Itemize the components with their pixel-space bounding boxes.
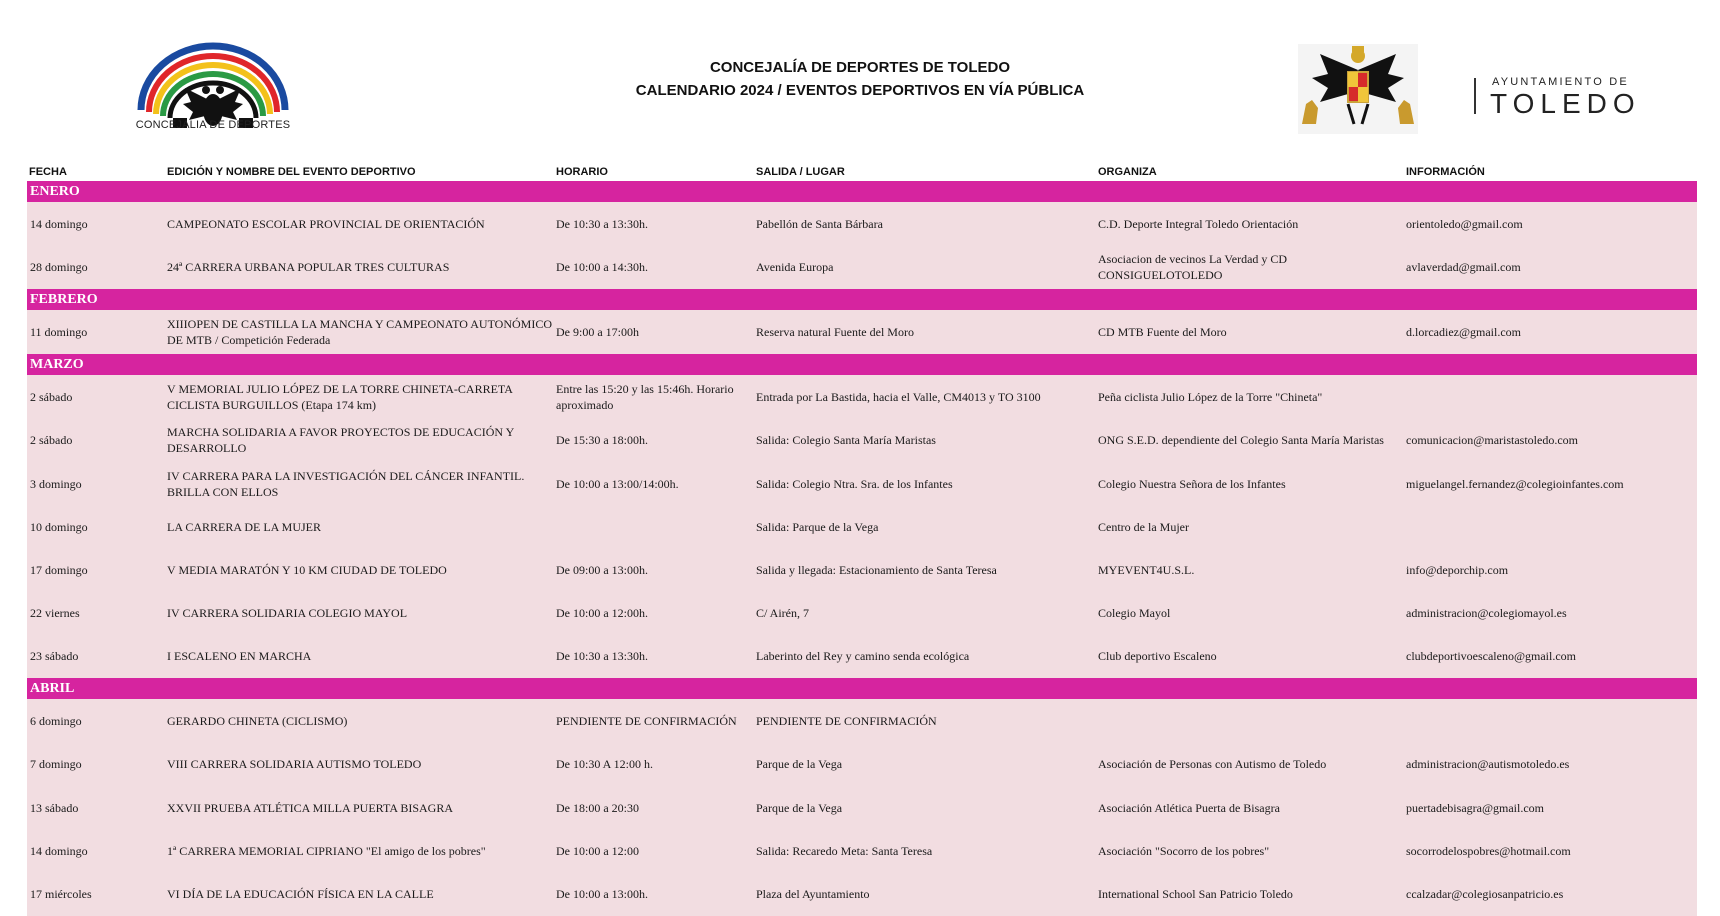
table-body [27,181,1697,916]
cell-info[interactable]: orientoledo@gmail.com [1406,216,1523,231]
cell-info[interactable]: avlaverdad@gmail.com [1406,260,1521,274]
month-header: ENERO [27,181,1697,202]
cell-evento: 24ª CARRERA URBANA POPULAR TRES CULTURAS [167,260,450,274]
cell-evento: I ESCALENO EN MARCHA [167,649,312,663]
col-salida: SALIDA / LUGAR [756,166,845,178]
toledo-wordmark: TOLEDO [1490,88,1641,119]
cell-horario: De 10:30 A 12:00 h. [556,757,654,771]
table-row [27,634,1697,678]
cell-fecha: 17 miércoles [30,887,92,901]
cell-evento: CAMPEONATO ESCOLAR PROVINCIAL DE ORIENTACIÓN [167,216,485,231]
col-horario: HORARIO [556,166,608,178]
cell-info[interactable]: administracion@colegiomayol.es [1406,605,1567,620]
table-row [27,872,1697,916]
col-organiza: ORGANIZA [1098,166,1157,178]
col-fecha: FECHA [29,166,67,178]
cell-fecha: 22 viernes [30,605,80,620]
table-row [27,310,1697,354]
cell-info[interactable]: socorrodelospobres@hotmail.com [1406,843,1571,858]
cell-organiza: Peña ciclista Julio López de la Torre "Chineta" [1098,389,1323,404]
cell-horario: De 9:00 a 17:00h [556,325,639,339]
cell-evento: IV CARRERA SOLIDARIA COLEGIO MAYOL [167,605,408,620]
cell-horario: De 10:00 a 13:00/14:00h. [556,476,679,491]
cell-evento: V MEMORIAL JULIO LÓPEZ DE LA TORRE CHINETA-CARRETA CICLISTA BURGUILLOS (Etapa 174 km) [167,381,513,412]
cell-info[interactable]: comunicacion@maristastoledo.com [1406,433,1579,447]
cell-salida: Entrada por La Bastida, hacia el Valle, CM4013 y TO 3100 [756,389,1041,404]
cell-salida: PENDIENTE DE CONFIRMACIÓN [756,713,937,728]
cell-salida: C/ Airén, 7 [756,605,809,620]
cell-salida: Parque de la Vega [756,757,843,771]
page-title: CONCEJALÍA DE DEPORTES DE TOLEDO [709,59,1011,76]
cell-fecha: 2 sábado [30,389,73,404]
table-row [27,699,1697,742]
page-subtitle: CALENDARIO 2024 / EVENTOS DEPORTIVOS EN VÍA PÚBLICA [635,82,1085,99]
cell-horario: Entre las 15:20 y las 15:46h. Horario aproximado [556,381,734,412]
cell-salida: Salida: Parque de la Vega [756,519,879,534]
col-informacion: INFORMACIÓN [1406,166,1485,178]
table-row [27,786,1697,829]
cell-fecha: 13 sábado [30,800,79,815]
cell-horario: De 10:30 a 13:30h. [556,216,648,231]
logo-caption: CONCEJALIA DE DEPORTES [135,119,291,131]
cell-organiza: Asociación "Socorro de los pobres" [1098,843,1270,858]
cell-info[interactable]: puertadebisagra@gmail.com [1406,800,1544,815]
ayuntamiento-label: AYUNTAMIENTO DE [1492,76,1629,88]
cell-info[interactable]: d.lorcadiez@gmail.com [1406,325,1522,339]
cell-fecha: 11 domingo [30,325,88,339]
cell-salida: Salida: Colegio Santa María Maristas [756,433,936,447]
column-headers [27,163,1697,181]
cell-horario: De 10:30 a 13:30h. [556,649,648,663]
table-row [27,418,1697,462]
cell-horario: De 18:00 a 20:30 [556,800,639,815]
cell-fecha: 28 domingo [30,260,88,274]
cell-fecha: 23 sábado [30,649,79,663]
cell-fecha: 14 domingo [30,843,88,858]
cell-horario: De 10:00 a 12:00 [556,843,639,858]
cell-salida: Plaza del Ayuntamiento [756,887,870,901]
cell-evento: IV CARRERA PARA LA INVESTIGACIÓN DEL CÁNCER INFANTIL. BRILLA CON ELLOS [167,468,525,499]
cell-fecha: 6 domingo [30,713,82,728]
cell-evento: MARCHA SOLIDARIA A FAVOR PROYECTOS DE EDUCACIÓN Y DESARROLLO [167,425,514,455]
page-header [0,0,1720,150]
cell-organiza: Asociación de Personas con Autismo de Toledo [1098,757,1327,771]
cell-salida: Salida: Colegio Ntra. Sra. de los Infantes [756,476,953,491]
month-header: FEBRERO [27,289,1697,310]
cell-evento: XXVII PRUEBA ATLÉTICA MILLA PUERTA BISAGRA [167,800,454,815]
table-row [27,462,1697,505]
cell-horario: De 15:30 a 18:00h. [556,433,648,447]
cell-evento: XIIIOPEN DE CASTILLA LA MANCHA Y CAMPEONATO AUTONÓMICO DE MTB / Competición Federada [167,317,553,347]
cell-fecha: 17 domingo [30,562,88,577]
cell-evento: GERARDO CHINETA (CICLISMO) [167,713,348,728]
cell-evento: 1ª CARRERA MEMORIAL CIPRIANO "El amigo de los pobres" [167,843,486,858]
cell-info[interactable]: clubdeportivoescaleno@gmail.com [1406,649,1576,663]
toledo-coat-of-arms-icon [1298,44,1418,134]
table-row [27,505,1697,548]
cell-horario: De 10:00 a 12:00h. [556,605,648,620]
cell-organiza: C.D. Deporte Integral Toledo Orientación [1098,216,1299,231]
events-table [27,163,1697,916]
cell-organiza: CD MTB Fuente del Moro [1098,325,1227,339]
cell-organiza: ONG S.E.D. dependiente del Colegio Santa María Maristas [1098,433,1384,447]
cell-info[interactable]: info@deporchip.com [1406,562,1509,577]
table-row [27,202,1697,245]
cell-salida: Pabellón de Santa Bárbara [756,216,883,231]
cell-info[interactable]: ccalzadar@colegiosanpatricio.es [1406,887,1564,901]
cell-horario: De 10:00 a 13:00h. [556,887,648,901]
cell-organiza: MYEVENT4U.S.L. [1098,562,1195,577]
cell-info[interactable]: administracion@autismotoledo.es [1406,757,1570,771]
cell-info[interactable]: miguelangel.fernandez@colegioinfantes.com [1406,476,1624,491]
cell-organiza: Asociación Atlética Puerta de Bisagra [1098,800,1280,815]
table-row [27,548,1697,591]
cell-horario: De 10:00 a 14:30h. [556,260,648,274]
cell-organiza: Centro de la Mujer [1098,519,1189,534]
cell-salida: Parque de la Vega [756,800,843,815]
cell-fecha: 7 domingo [30,757,82,771]
cell-fecha: 14 domingo [30,216,88,231]
table-row [27,829,1697,872]
cell-salida: Reserva natural Fuente del Moro [756,325,914,339]
month-header: ABRIL [27,678,1697,699]
month-header: MARZO [27,354,1697,375]
table-row [27,742,1697,786]
cell-organiza: Colegio Mayol [1098,605,1171,620]
cell-fecha: 3 domingo [30,476,82,491]
cell-salida: Salida: Recaredo Meta: Santa Teresa [756,843,933,858]
table-row [27,245,1697,289]
cell-evento: V MEDIA MARATÓN Y 10 KM CIUDAD DE TOLEDO [167,562,447,577]
cell-salida: Salida y llegada: Estacionamiento de Santa Teresa [756,562,997,577]
cell-salida: Laberinto del Rey y camino senda ecológica [756,649,970,663]
cell-fecha: 10 domingo [30,519,88,534]
cell-evento: LA CARRERA DE LA MUJER [167,519,322,534]
table-row [27,591,1697,634]
cell-fecha: 2 sábado [30,433,73,447]
cell-horario: PENDIENTE DE CONFIRMACIÓN [556,713,737,728]
cell-salida: Avenida Europa [756,260,834,274]
cell-evento: VI DÍA DE LA EDUCACIÓN FÍSICA EN LA CALLE [167,887,434,901]
cell-organiza: Colegio Nuestra Señora de los Infantes [1098,476,1286,491]
logo-divider [1474,78,1476,114]
cell-evento: VIII CARRERA SOLIDARIA AUTISMO TOLEDO [167,757,422,771]
table-row [27,375,1697,418]
cell-organiza: Club deportivo Escaleno [1098,649,1217,663]
cell-horario: De 09:00 a 13:00h. [556,562,648,577]
cell-organiza: International School San Patricio Toledo [1098,887,1293,901]
cell-organiza: Asociacion de vecinos La Verdad y CD CONSIGUELOTOLEDO [1098,252,1288,282]
col-evento: EDICIÓN Y NOMBRE DEL EVENTO DEPORTIVO [167,166,416,178]
